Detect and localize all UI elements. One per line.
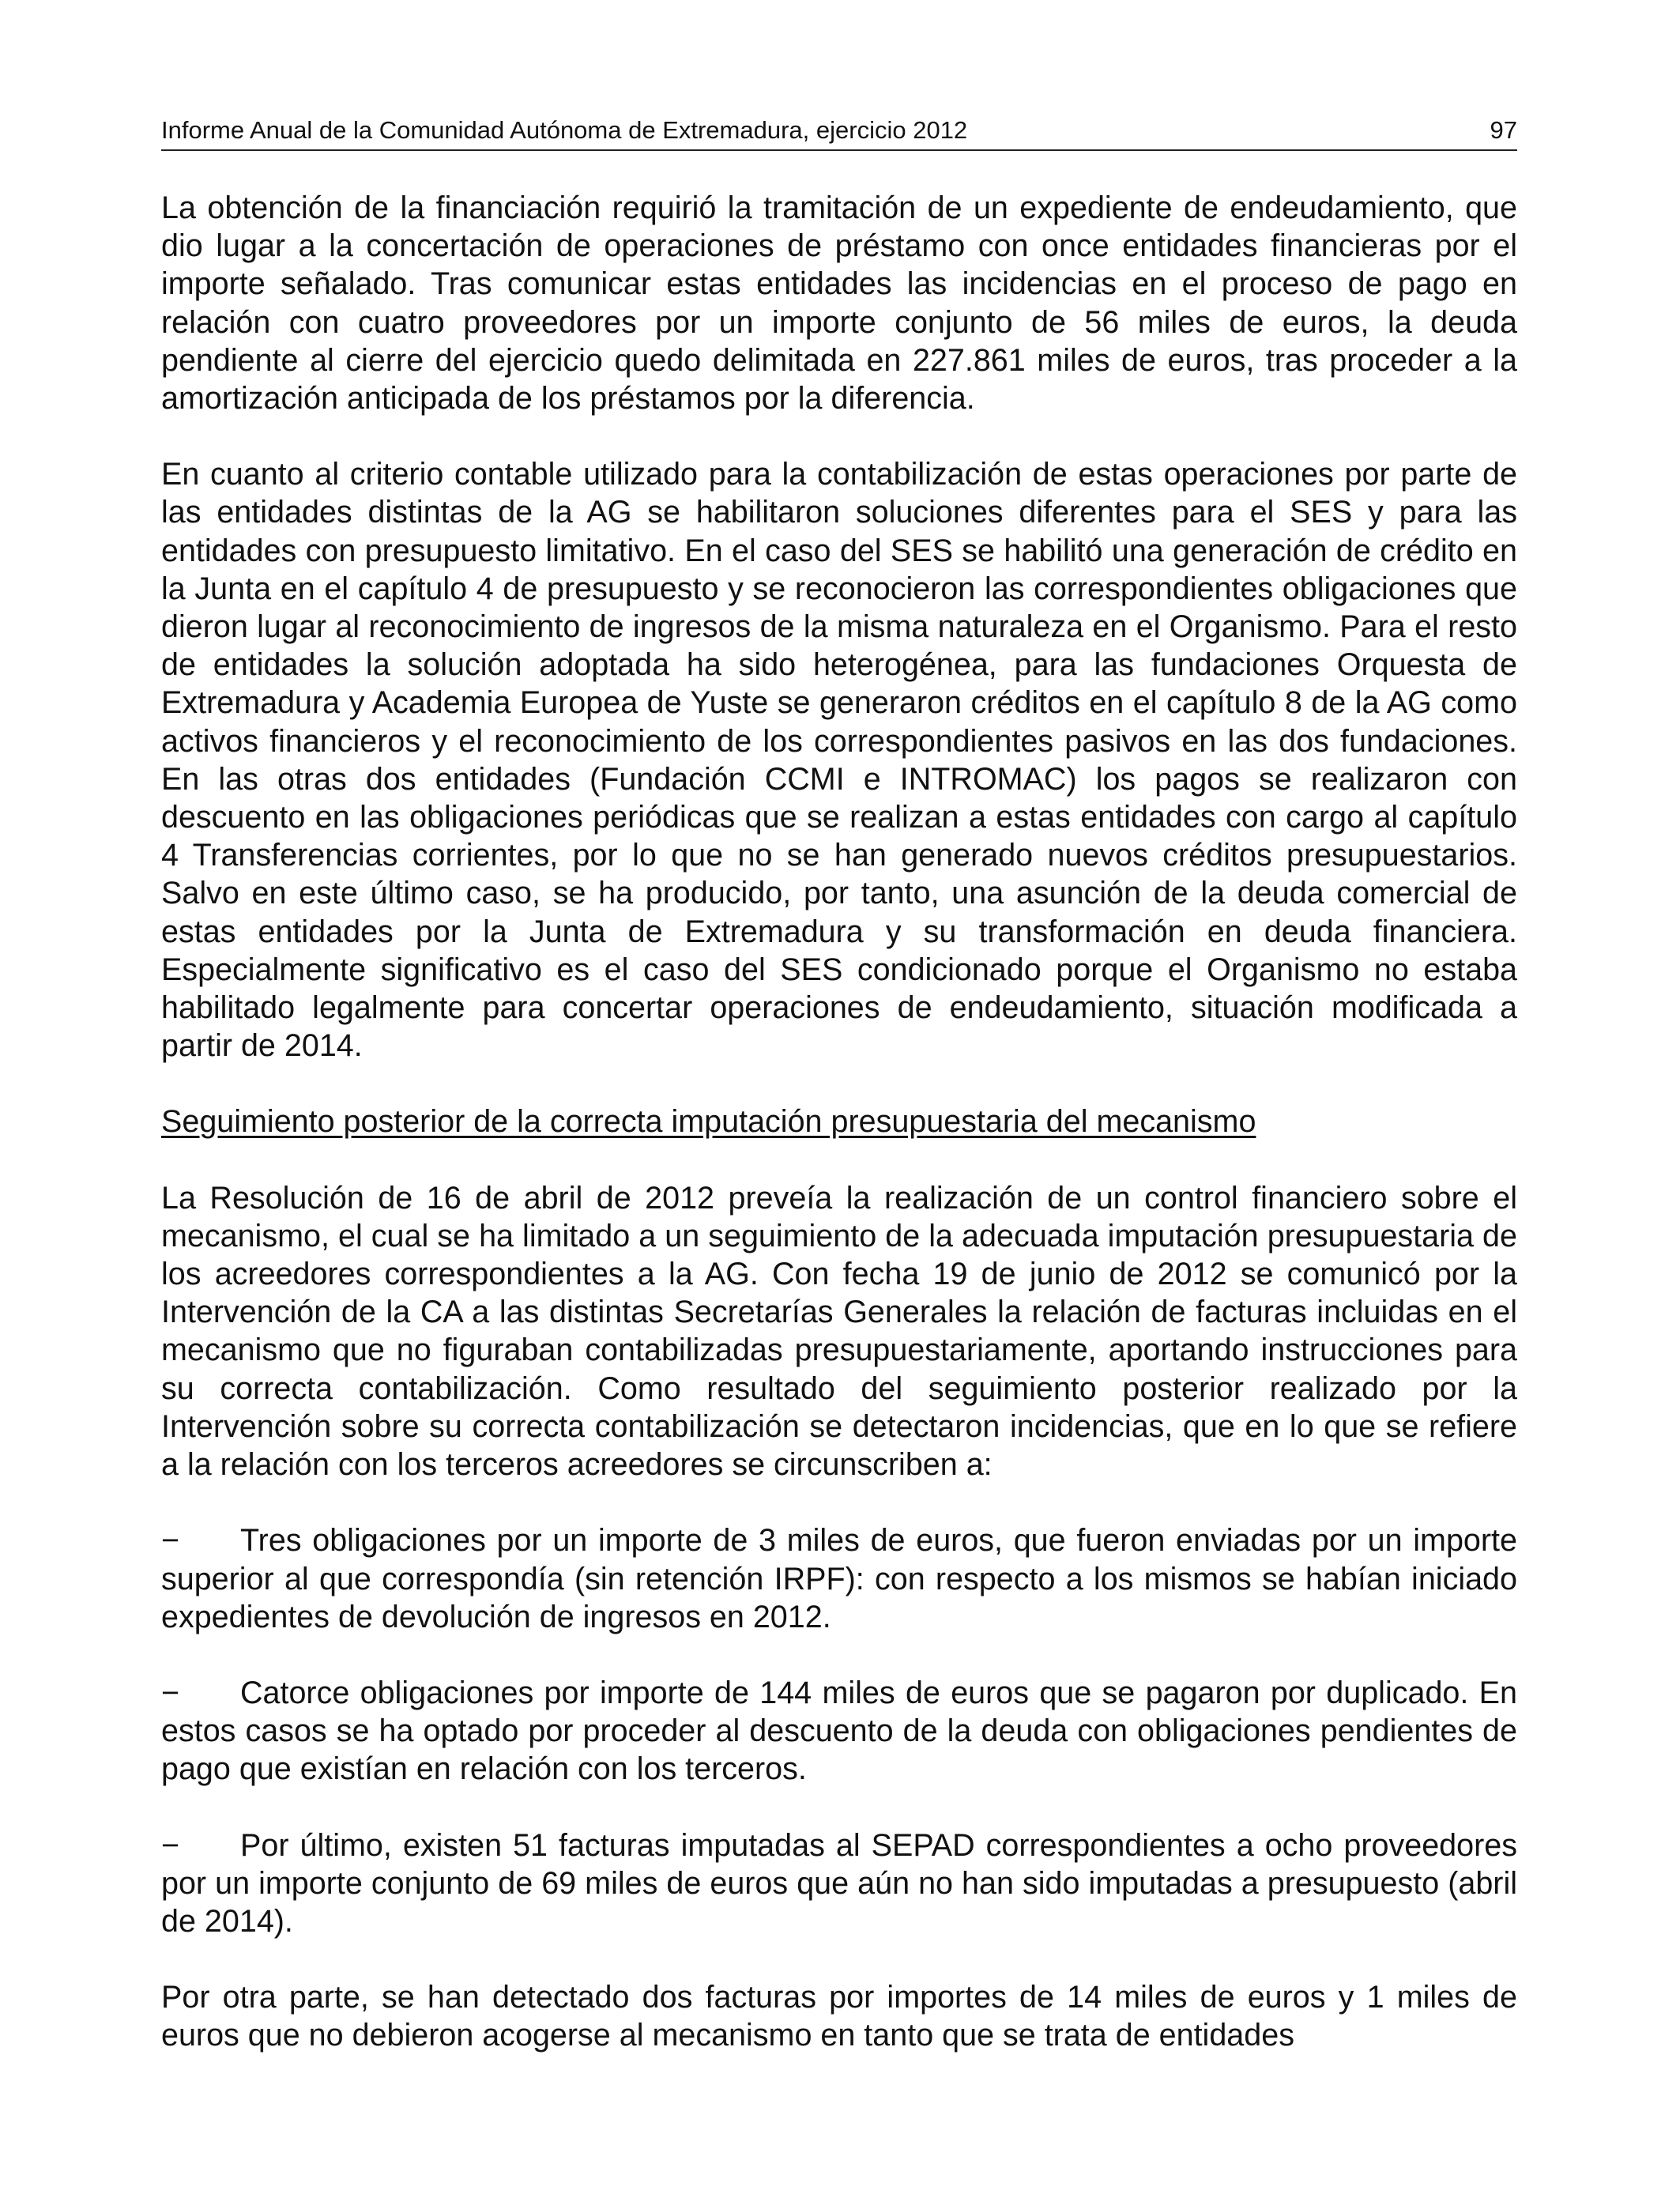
- page-number: 97: [1490, 116, 1517, 144]
- page-header: [161, 115, 1517, 151]
- bullet-marker: −: [161, 1827, 180, 1863]
- document-page: [161, 115, 1517, 2055]
- list-item: [161, 1521, 1517, 1636]
- document-body: [161, 189, 1517, 2055]
- paragraph-invoices: Por otra parte, se han detectado dos facturas por importes de 14 miles de euros y 1 miles de euros que no debieron acogerse al mecanismo en tanto que se trata de entidades: [161, 1980, 1517, 2053]
- list-item: [161, 1674, 1517, 1789]
- bullet-marker: −: [161, 1523, 180, 1559]
- bullet-marker: −: [161, 1675, 180, 1710]
- section-heading: Seguimiento posterior de la correcta imputación presupuestaria del mecanismo: [161, 1104, 1256, 1140]
- paragraph-financing: La obtención de la financiación requirió la tramitación de un expediente de endeudamiento, que dio lugar a la concertación de operaciones de préstamo con once entidades financieras por el importe señalado. Tras comunicar estas entidades las incidencias en el proceso de pago en relación con cuatro proveedores por un importe conjunto de 56 miles de euros, la deuda pendiente al cierre del ejercicio quedo delimitada en 227.861 miles de euros, tras proceder a la amortización anticipada de los préstamos por la diferencia.: [161, 190, 1517, 417]
- list-item: [161, 1826, 1517, 1941]
- paragraph-resolution: La Resolución de 16 de abril de 2012 preveía la realización de un control financiero sobre el mecanismo, el cual se ha limitado a un seguimiento de la adecuada imputación presupuestaria de los acreedores correspondientes a la AG. Con fecha 19 de junio de 2012 se comunicó por la Intervención de la CA a las distintas Secretarías Generales la relación de facturas incluidas en el mecanismo que no figuraban contabilizadas presupuestariamente, aportando instrucciones para su correcta contabilización. Como resultado del seguimiento posterior realizado por la Intervención sobre su correcta contabilización se detectaron incidencias, que en lo que se refiere a la relación con los terceros acreedores se circunscriben a:: [161, 1180, 1517, 1483]
- bullet-text: Por último, existen 51 facturas imputadas al SEPAD correspondientes a ocho proveedores por un importe conjunto de 69 miles de euros que aún no han sido imputadas a presupuesto (abril de 2014).: [161, 1827, 1517, 1939]
- paragraph-accounting-criteria: En cuanto al criterio contable utilizado para la contabilización de estas operaciones por parte de las entidades distintas de la AG se habilitaron soluciones diferentes para el SES y para las entidades con presupuesto limitativo. En el caso del SES se habilitó una generación de crédito en la Junta en el capítulo 4 de presupuesto y se reconocieron las correspondientes obligaciones que dieron lugar al reconocimiento de ingresos de la misma naturaleza en el Organismo. Para el resto de entidades la solución adoptada ha sido heterogénea, para las fundaciones Orquesta de Extremadura y Academia Europea de Yuste se generaron créditos en el capítulo 8 de la AG como activos financieros y el reconocimiento de los correspondientes pasivos en las dos fundaciones. En las otras dos entidades (Fundación CCMI e INTROMAC) los pagos se realizaron con descuento en las obligaciones periódicas que se realizan a estas entidades con cargo al capítulo 4 Transferencias corrientes, por lo que no se han generado nuevos créditos presupuestarios. Salvo en este último caso, se ha producido, por tanto, una asunción de la deuda comercial de estas entidades por la Junta de Extremadura y su transformación en deuda financiera. Especialmente significativo es el caso del SES condicionado porque el Organismo no estaba habilitado legalmente para concertar operaciones de endeudamiento, situación modificada a partir de 2014.: [161, 457, 1517, 1064]
- report-title: Informe Anual de la Comunidad Autónoma de Extremadura, ejercicio 2012: [161, 116, 968, 144]
- bullet-text: Tres obligaciones por un importe de 3 miles de euros, que fueron enviadas por un importe superior al que correspondía (sin retención IRPF): con respecto a los mismos se habían iniciado expedientes de devolución de ingresos en 2012.: [161, 1523, 1517, 1634]
- bullet-text: Catorce obligaciones por importe de 144 miles de euros que se pagaron por duplicado. En estos casos se ha optado por proceder al descuento de la deuda con obligaciones pendientes de pago que existían en relación con los terceros.: [161, 1675, 1517, 1787]
